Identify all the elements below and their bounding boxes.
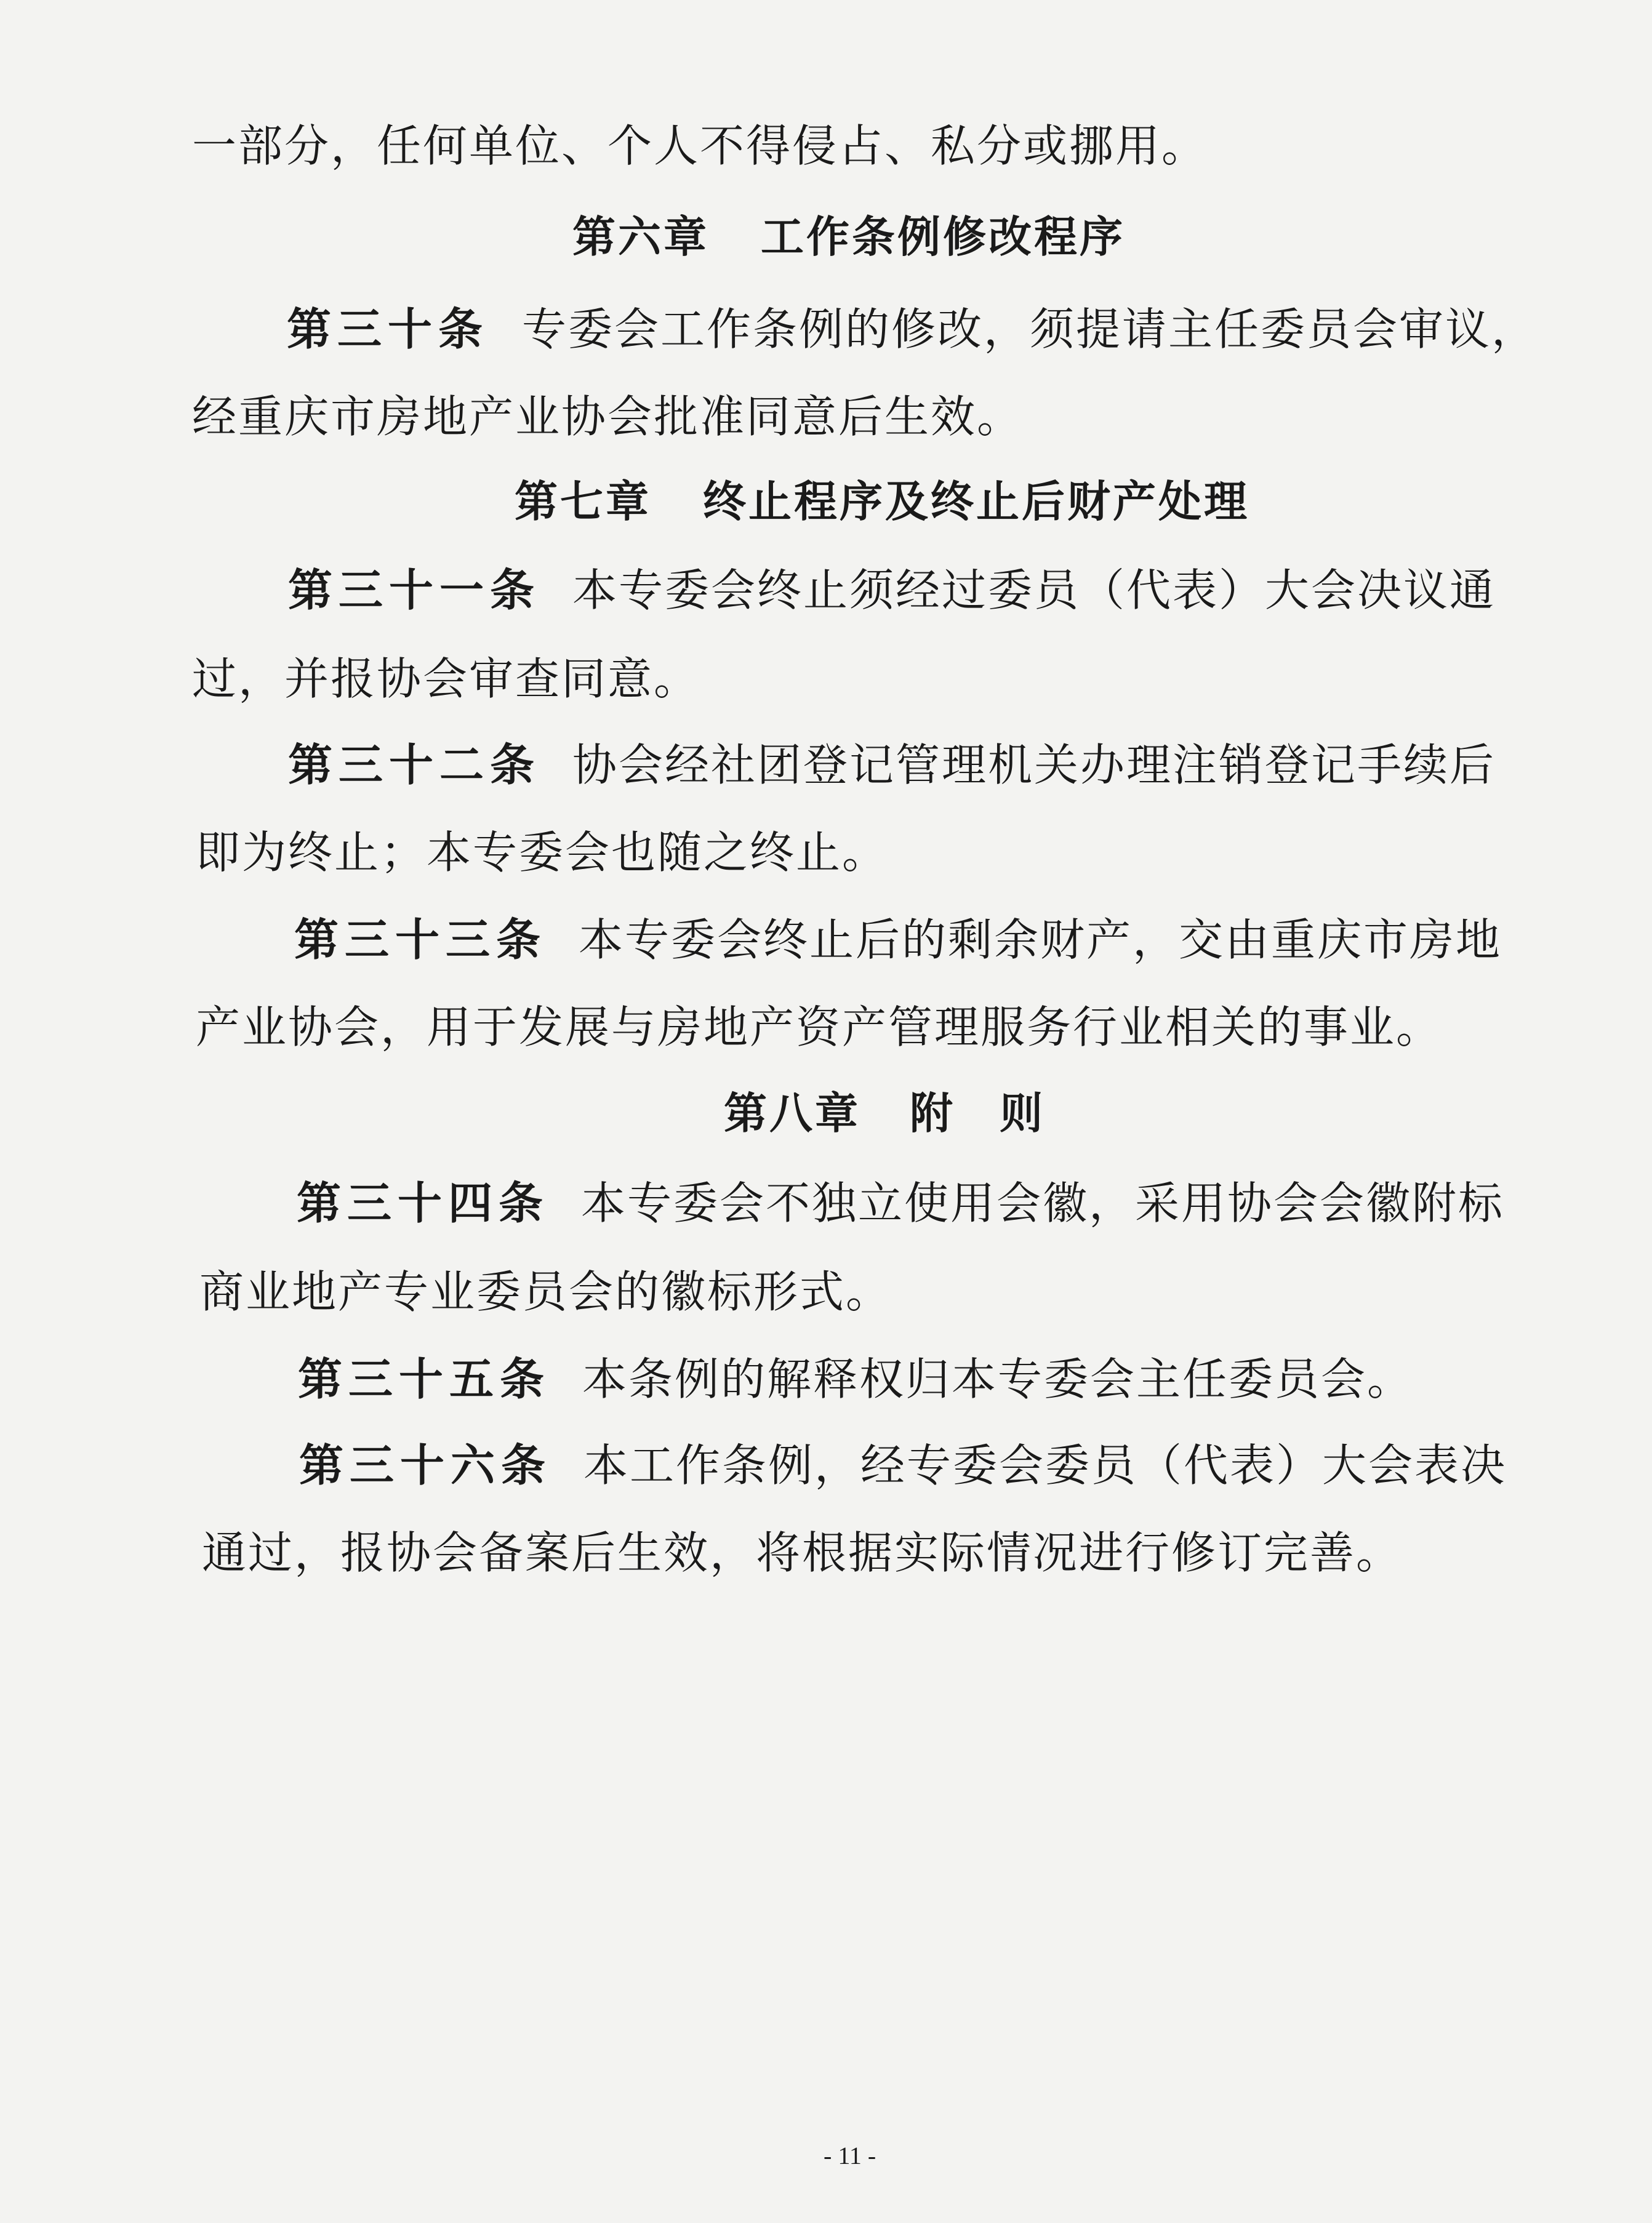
- article-line: [287, 302, 1538, 357]
- chapter-title: 则: [1000, 1088, 1045, 1139]
- article-number: 第三十一条: [288, 564, 541, 616]
- article-text: 本专委会不独立使用会徽，采用协会会徽附标: [581, 1177, 1505, 1229]
- paragraph-line: 过，并报协会审查同意。: [192, 653, 700, 705]
- article-line: [288, 563, 1513, 618]
- article-text: 专委会工作条例的修改，须提请主任委员会审议，: [522, 303, 1538, 355]
- article-number: 第三十五条: [298, 1353, 551, 1405]
- article-number: 第三十三条: [294, 914, 547, 966]
- paragraph-line: 产业协会，用于发展与房地产资产管理服务行业相关的事业。: [196, 1001, 1443, 1053]
- chapter-number: 第八章: [724, 1088, 860, 1139]
- article-text: 本条例的解释权归本专委会主任委员会。: [582, 1353, 1414, 1405]
- article-text: 本专委会终止后的剩余财产，交由重庆市房地: [579, 914, 1502, 966]
- chapter-heading: [515, 474, 1249, 529]
- article-text: 本工作条例，经专委会委员（代表）大会表决: [583, 1440, 1507, 1491]
- paragraph-line: 通过，报协会备案后生效，将根据实际情况进行修订完善。: [202, 1527, 1403, 1579]
- chapter-number: 第七章: [515, 476, 651, 527]
- article-number: 第三十六条: [299, 1440, 552, 1491]
- article-text: 本专委会终止须经过委员（代表）大会决议通: [572, 564, 1496, 616]
- paragraph-line: 经重庆市房地产业协会批准同意后生效。: [192, 391, 1024, 443]
- article-number: 第三十二条: [288, 739, 541, 791]
- chapter-title: 终止程序及终止后财产处理: [703, 476, 1249, 527]
- chapter-title: 工作条例修改程序: [761, 212, 1125, 262]
- article-line: [294, 912, 1513, 967]
- chapter-heading: [572, 209, 1125, 265]
- article-line: [298, 1352, 1413, 1407]
- paragraph-line: 一部分，任何单位、个人不得侵占、私分或挪用。: [192, 120, 1208, 172]
- paragraph-line: 即为终止；本专委会也随之终止。: [196, 827, 889, 878]
- chapter-number: 第六章: [572, 212, 709, 262]
- article-number: 第三十条: [287, 303, 489, 355]
- article-text: 协会经社团登记管理机关办理注销登记手续后: [572, 739, 1496, 791]
- article-line: [288, 737, 1513, 793]
- article-number: 第三十四条: [297, 1177, 550, 1229]
- page-number: - 11 -: [824, 2142, 876, 2169]
- paragraph-line: 商业地产专业委员会的徽标形式。: [199, 1266, 892, 1318]
- article-line: [299, 1438, 1518, 1493]
- chapter-heading: [724, 1086, 1045, 1141]
- article-line: [297, 1176, 1515, 1231]
- chapter-title: 附: [910, 1088, 955, 1139]
